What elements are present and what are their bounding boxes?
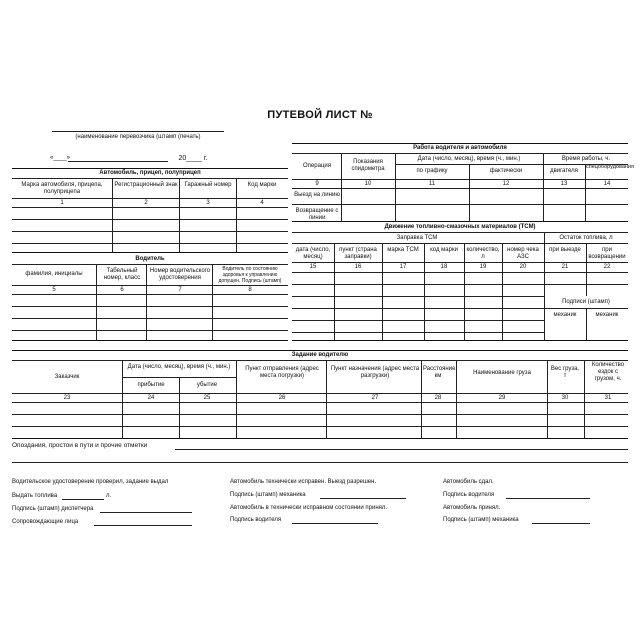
col-number: 5 — [52, 287, 56, 293]
footer-driver-sign-2: Подпись водителя — [443, 492, 495, 498]
rule-line — [382, 243, 383, 340]
footer-tech-accepted: Автомобиль в технически исправном состоянии принял. — [230, 505, 388, 511]
task-customer: Заказчик — [54, 374, 80, 380]
col-number: 6 — [120, 287, 124, 293]
rule-line — [12, 178, 288, 179]
fuel-mechanic-1: механик — [553, 312, 577, 318]
rule-line — [122, 360, 123, 438]
delays-label: Опоздания, простои в пути и прочие отметки — [12, 442, 148, 449]
col-number: 25 — [203, 395, 211, 401]
fuel-col-return: при возвращении — [588, 247, 626, 260]
col-number: 23 — [63, 395, 71, 401]
col-number: 12 — [502, 181, 510, 187]
vehicle-col-code: Код марки — [247, 182, 277, 188]
rule-line — [12, 198, 288, 199]
footer-mechanic-sign: Подпись (штамп) механика — [230, 492, 306, 498]
rule-line — [12, 426, 628, 427]
rule-line — [12, 414, 628, 415]
rule-line — [292, 284, 628, 285]
rule-line — [236, 178, 237, 252]
rule-line — [179, 178, 180, 252]
col-number: 10 — [364, 181, 372, 187]
driver-col-name: фамилия, инициалы — [25, 271, 83, 277]
footer-handed: Автомобиль сдал. — [443, 479, 494, 485]
col-number: 18 — [440, 264, 448, 270]
footer-issued: Водительское удостоверение проверил, задание выдал — [12, 479, 169, 485]
rule-line — [292, 308, 628, 309]
rule-line — [586, 243, 587, 296]
col-number: 2 — [144, 200, 148, 206]
rule-line — [292, 340, 628, 341]
driver-col-license: Номер водительского удостоверения — [149, 268, 211, 281]
fuel-section-title: Движение топливно-смазочных материалов (ТСМ) — [384, 224, 536, 230]
rule-line — [12, 393, 628, 394]
fuel-col-date: дата (число, месяц) — [295, 247, 331, 260]
work-engine: двигателя — [550, 168, 578, 174]
fuel-col-out: при выезде — [549, 247, 581, 253]
rule-line — [292, 221, 628, 222]
carrier-line — [52, 131, 224, 132]
rule-line — [469, 164, 470, 221]
col-number: 26 — [278, 395, 286, 401]
rule-line — [12, 330, 288, 331]
rule-line — [292, 188, 628, 189]
driver-col-health: Водитель по состоянию здоровья к управлению допущен. Подпись (штамп) — [218, 266, 282, 284]
rule-line — [532, 523, 590, 524]
rule-line — [584, 360, 585, 438]
col-number: 9 — [315, 181, 319, 187]
date-month-line — [68, 161, 168, 162]
driver-col-tab: Табельный номер, класс — [103, 268, 141, 281]
task-date-time: Дата (число, месяц), время (ч., мин.) — [127, 364, 231, 370]
fuel-col-point: пункт (страна заправки) — [339, 247, 377, 260]
rule-line — [292, 272, 628, 273]
rule-line — [506, 498, 590, 499]
rule-line — [12, 219, 288, 220]
task-from: Пункт отправления (адрес места погрузки) — [245, 366, 319, 379]
work-special: спецоборудования — [586, 164, 634, 170]
rule-line — [292, 332, 544, 333]
delays-line-1 — [175, 449, 628, 450]
rule-line — [12, 168, 288, 169]
col-number: 11 — [428, 181, 436, 187]
fuel-mechanic-2: механик — [595, 312, 619, 318]
rule-line — [12, 350, 628, 351]
col-number: 14 — [603, 181, 611, 187]
rule-line — [292, 179, 628, 180]
col-number: 31 — [604, 395, 612, 401]
col-number: 13 — [560, 181, 568, 187]
rule-line — [586, 308, 587, 340]
work-section-title: Работа водителя и автомобиля — [413, 145, 507, 151]
rule-line — [502, 243, 503, 340]
date-year: 20____ г. — [178, 155, 208, 162]
delays-line-2 — [12, 462, 628, 463]
rule-line — [292, 204, 628, 205]
fuel-col-code: код марки — [430, 247, 458, 253]
task-to: Пункт назначения (адрес места разгрузки) — [330, 366, 420, 379]
work-hours: Время работы, ч. — [561, 156, 611, 162]
rule-line — [464, 243, 465, 340]
rule-line — [12, 252, 288, 253]
rule-line — [12, 340, 288, 341]
rule-line — [236, 360, 237, 438]
footer-mechanic-sign-2: Подпись (штамп) механика — [443, 517, 519, 523]
rule-line — [100, 512, 192, 513]
rule-line — [292, 262, 628, 263]
rule-line — [334, 243, 335, 340]
rule-line — [12, 264, 288, 265]
rule-line — [12, 207, 288, 208]
carrier-caption: (наименование перевозчика (штамп (печать) — [75, 134, 201, 140]
rule-line — [585, 164, 586, 221]
rule-line — [94, 525, 192, 526]
rule-line — [12, 402, 628, 403]
rule-line — [544, 232, 545, 340]
task-arrival: прибытие — [137, 382, 165, 388]
driver-section-title: Водитель — [135, 256, 165, 262]
rule-line — [547, 360, 548, 438]
task-trips: Количество ездок с грузом, ч. — [591, 362, 625, 382]
work-row-out: Выезд на линию — [294, 192, 340, 198]
fuel-remaining: Остаток топлива, л — [559, 235, 613, 241]
rule-line — [421, 360, 422, 438]
vehicle-col-garage: Гаражный номер — [184, 182, 232, 188]
rule-line — [12, 318, 288, 319]
col-number: 7 — [178, 287, 182, 293]
col-number: 15 — [309, 264, 317, 270]
work-speedometer: Показания спидометра — [351, 159, 385, 172]
footer-tech-ok: Автомобиль технически исправен. Выезд разрешен. — [230, 479, 377, 485]
rule-line — [12, 294, 288, 295]
fuel-col-brand: марка ТСМ — [387, 247, 419, 253]
task-distance: Расстояние, км — [423, 366, 458, 379]
rule-line — [62, 499, 104, 500]
footer-escorts: Сопровождающие лица — [12, 519, 79, 525]
col-number: 16 — [354, 264, 362, 270]
fuel-col-qty: количество, л — [466, 247, 500, 260]
rule-line — [543, 153, 544, 221]
col-number: 4 — [260, 200, 264, 206]
work-row-back: Возвращение с линии — [295, 208, 339, 221]
vehicle-section-title: Автомобиль, прицеп, полуприцеп — [99, 170, 201, 176]
rule-line — [424, 243, 425, 340]
footer-dispatcher: Подпись (штамп) диспетчера — [12, 506, 94, 512]
rule-line — [112, 178, 113, 252]
rule-line — [292, 296, 544, 297]
rule-line — [212, 264, 213, 340]
footer-liters: л. — [106, 493, 112, 499]
col-number: 3 — [206, 200, 210, 206]
task-cargo: Наименование груза — [473, 370, 531, 376]
rule-line — [341, 153, 342, 221]
rule-line — [96, 264, 97, 340]
work-actual: фактически — [489, 168, 523, 174]
col-number: 1 — [60, 200, 64, 206]
rule-line — [292, 153, 628, 154]
col-number: 17 — [399, 264, 407, 270]
col-number: 19 — [479, 264, 487, 270]
footer-driver-sign: Подпись водителя — [230, 517, 282, 523]
task-departure: убытие — [196, 382, 218, 388]
col-number: 22 — [603, 264, 611, 270]
col-number: 30 — [561, 395, 569, 401]
rule-line — [456, 360, 457, 438]
rule-line — [12, 306, 288, 307]
col-number: 20 — [519, 264, 527, 270]
rule-line — [292, 523, 378, 524]
footer-issue-fuel: Выдать топлива — [12, 493, 58, 499]
footer-accepted: Автомобиль принял. — [443, 505, 501, 511]
rule-line — [12, 438, 628, 439]
rule-line — [12, 360, 628, 361]
task-weight: Вес груза, т — [550, 366, 580, 379]
rule-line — [12, 285, 288, 286]
col-number: 8 — [248, 287, 252, 293]
rule-line — [12, 231, 288, 232]
rule-line — [146, 264, 147, 340]
rule-line — [12, 243, 288, 244]
fuel-refuel: Заправка ТСМ — [396, 235, 438, 241]
task-section-title: Задание водителю — [291, 352, 349, 358]
rule-line — [326, 360, 327, 438]
fuel-signatures: Подписи (штамп) — [562, 299, 610, 305]
col-number: 27 — [371, 395, 379, 401]
date-day: «____» — [49, 155, 71, 161]
col-number: 24 — [147, 395, 155, 401]
rule-line — [320, 498, 406, 499]
work-date-group: Дата (число, месяц), время (ч., мин.) — [417, 156, 521, 162]
col-number: 21 — [561, 264, 569, 270]
page-title: ПУТЕВОЙ ЛИСТ № — [267, 109, 373, 121]
vehicle-col-reg: Регистрационный знак — [114, 182, 178, 188]
col-number: 28 — [434, 395, 442, 401]
rule-line — [292, 320, 544, 321]
work-operation: Операция — [303, 163, 331, 169]
rule-line — [292, 243, 628, 244]
rule-line — [179, 377, 180, 438]
rule-line — [395, 153, 396, 221]
vehicle-col-brand: Марка автомобиля, прицепа, полуприцепа — [21, 182, 103, 195]
work-by-schedule: по графику — [416, 168, 448, 174]
col-number: 29 — [498, 395, 506, 401]
fuel-col-check: номер чека АЗС — [507, 247, 539, 260]
rule-line — [292, 232, 628, 233]
rule-line — [292, 143, 628, 144]
